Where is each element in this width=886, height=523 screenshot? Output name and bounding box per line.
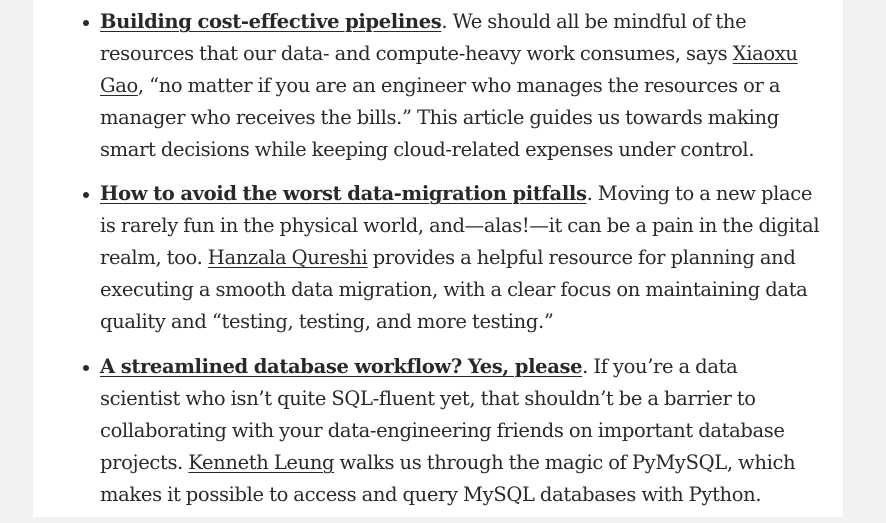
list-item — [100, 6, 820, 166]
bullet-dot — [83, 192, 89, 198]
item-text: walks us through the magic of PyMySQL, which makes it possible to access and query MySQL databases with Python. — [100, 451, 796, 506]
list-item — [100, 351, 820, 511]
article-body — [33, 0, 843, 517]
bullet-dot — [83, 20, 89, 26]
article-link-data-migration[interactable]: How to avoid the worst data-migration pitfalls — [100, 182, 587, 205]
item-text: . If you’re a data scientist who isn’t quite SQL-fluent yet, that shouldn’t be a barrier to collaborating with your data-engineering friends on important database projects. — [100, 355, 785, 474]
list-item — [100, 178, 820, 338]
author-link-kenneth-leung[interactable]: Kenneth Leung — [188, 451, 335, 474]
author-link-hanzala-qureshi[interactable]: Hanzala Qureshi — [207, 246, 368, 269]
bullet-dot — [83, 365, 89, 371]
article-link-database-workflow[interactable]: A streamlined database workflow? Yes, please — [100, 355, 583, 378]
article-link-pipelines[interactable]: Building cost-effective pipelines — [100, 10, 442, 33]
item-text: provides a helpful resource for planning and executing a smooth data migration, with a clear focus on maintaining data quality and “testing, testing, and more testing.” — [100, 246, 808, 333]
item-text: . Moving to a new place is rarely fun in the physical world, and—alas!—it can be a pain in the digital realm, too. — [100, 182, 820, 269]
recommendation-list — [100, 6, 820, 523]
item-text: . We should all be mindful of the resources that our data- and compute-heavy work consumes, says — [100, 10, 747, 65]
item-text: , “no matter if you are an engineer who manages the resources or a manager who receives the bills.” This article guides us towards making smart decisions while keeping cloud-related expenses under control. — [100, 74, 781, 161]
author-link-xiaoxu-gao[interactable]: Xiaoxu Gao — [100, 42, 798, 97]
